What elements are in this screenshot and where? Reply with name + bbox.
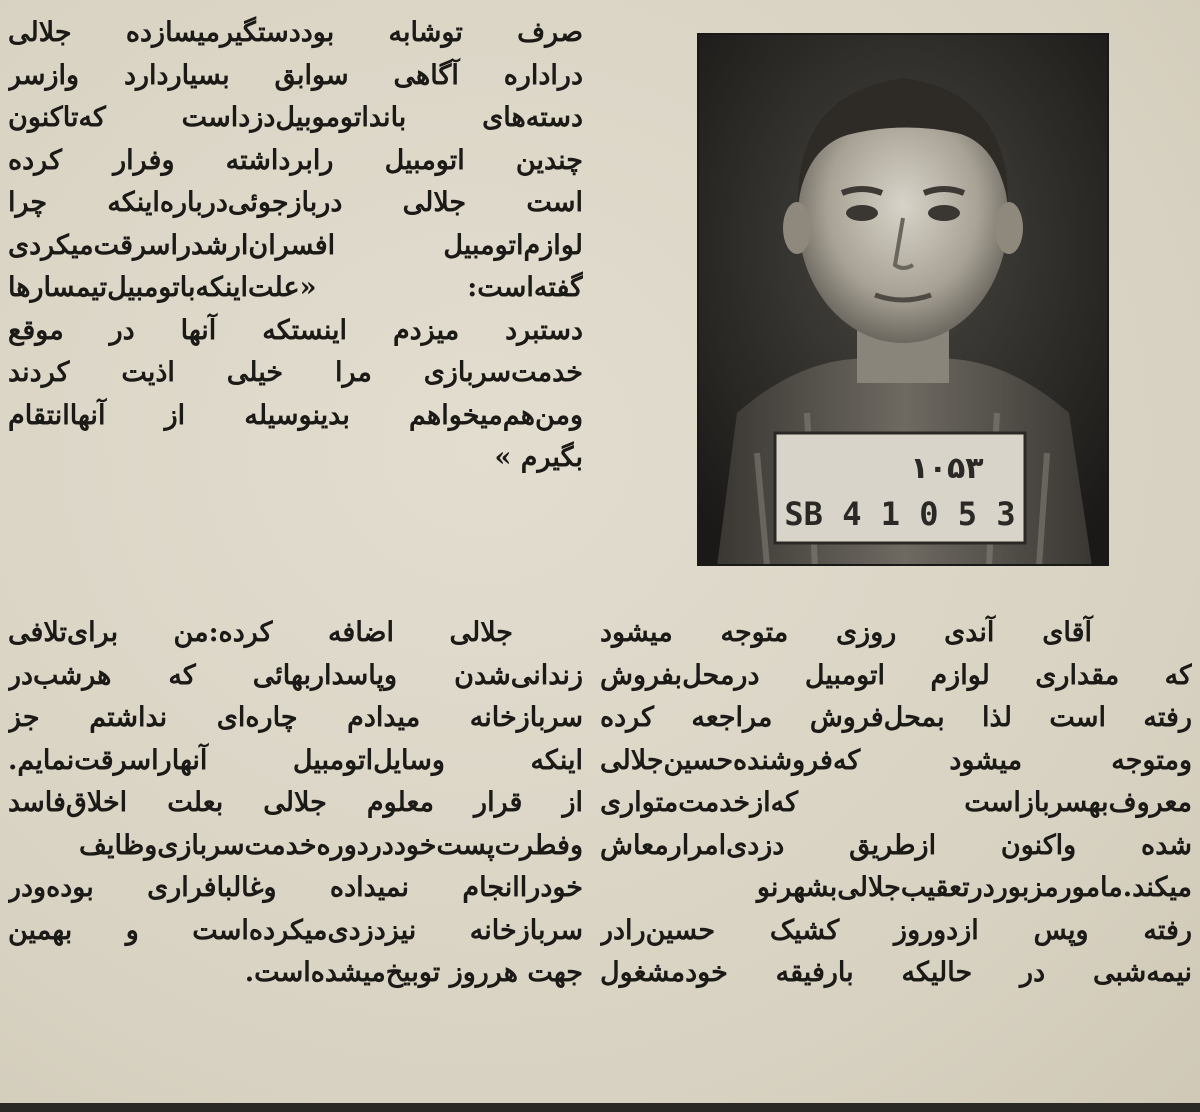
article-line: خودرا‌انجام نمیداده وغالبافراری بوده‌ودر	[8, 872, 583, 903]
article-line: از قرار معلوم جلالی بعلت اخلاق‌فاسد	[8, 787, 583, 818]
article-line: گفته‌است: «علت‌اینکه‌باتومبیل‌تیمسارها	[8, 272, 583, 303]
article-line: زندانی‌شدن وپاسدار‌بهائی که هرشب‌در	[8, 659, 583, 691]
article-line: رفته است لذا بمحل‌فروش مراجعه کرده	[600, 702, 1192, 733]
article-line: سربازخانه نیزدزدی‌میکرده‌است و بهمین	[8, 914, 583, 946]
page-bottom-rule	[0, 1103, 1200, 1112]
article-line: ومن‌هم‌میخواهم بدینوسیله از آنهاانتقام	[8, 399, 583, 431]
article-line: دسته‌های باندا‌توموبیل‌دزداست که‌تاکنون	[8, 102, 583, 133]
article-line: دستبرد میزدم اینستکه آنها در موقع	[8, 314, 583, 346]
article-line: بگیرم »	[494, 442, 583, 473]
article-line: اینکه وسایل‌اتومبیل آنهارا‌سرقت‌نمایم.	[8, 744, 583, 776]
article-column-lower-right	[8, 612, 583, 995]
mugshot-photo-icon	[697, 33, 1109, 566]
article-line: شده واکنون ازطریق دزدی‌امرارمعاش	[600, 829, 1192, 861]
article-line: ومتوجه میشود که‌فروشنده‌حسین‌جلالی	[600, 744, 1192, 776]
article-line: خدمت‌سربازی مرا خیلی اذیت کردند	[8, 357, 583, 388]
article-line: چندین اتومبیل رابرداشته وفرار کرده	[8, 144, 583, 176]
article-line: لوازم‌اتومبیل افسران‌ارشدرا‌سرقت‌میکردی	[8, 229, 583, 261]
article-line: آقای آندی روزی متوجه میشود	[600, 617, 1092, 648]
placard-code: SB 4 1 0 5 3	[784, 495, 1016, 533]
article-line: جهت هرروز توبیخ‌میشده‌است.	[244, 957, 583, 988]
article-line: میکند.مامورمزبوردرتعقیب‌جلالی‌بشهرنو	[756, 872, 1192, 903]
article-column-upper	[8, 12, 583, 480]
article-line: وفطرت‌پست‌خوددردوره‌خدمت‌سربازی‌وظایف	[79, 829, 583, 861]
article-line: صرف توشابه بوددستگیرمیسازده جلالی	[8, 17, 583, 48]
article-line: سربازخانه میدادم چاره‌ای نداشتم جز	[8, 702, 583, 733]
article-column-lower-left	[600, 612, 1192, 995]
article-line: معروف‌بهسربازاست که‌ازخدمت‌متواری	[600, 787, 1192, 818]
article-line: رفته وپس ازدوروز کشیک حسین‌رادر	[600, 914, 1192, 946]
article-line: که مقداری لوازم اتومبیل درمحل‌بفروش	[600, 659, 1192, 691]
article-line: دراداره آگاهی سوابق بسیاردارد وازسر	[8, 59, 583, 91]
article-line: است جلالی دربازجوئی‌درباره‌اینکه چرا	[8, 187, 583, 218]
mugshot-photo	[697, 33, 1109, 566]
article-line: نیمه‌شبی در حالیکه بارفیقه خودمشغول	[600, 957, 1192, 988]
placard-number: ۱۰۵۳	[910, 451, 984, 486]
article-line: جلالی اضافه کرده:من برای‌تلافی	[8, 617, 513, 648]
